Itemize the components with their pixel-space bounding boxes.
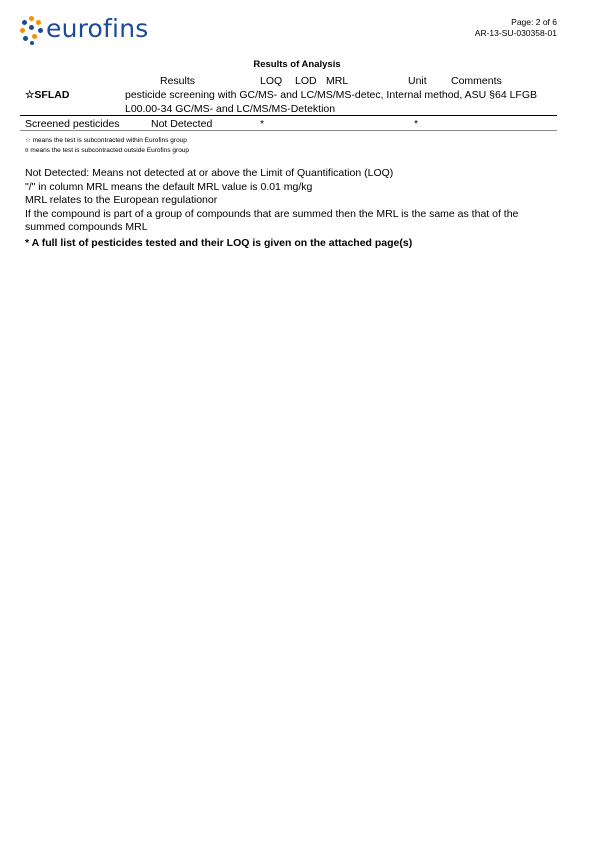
note-summed: If the compound is part of a group of compounds that are summed then the MRL is the same as that of the summed compounds MRL	[25, 207, 519, 233]
legend-within: ☆ means the test is subcontracted within Eurofins group	[25, 137, 187, 144]
col-lod: LOD	[295, 75, 317, 87]
method-line-2: L00.00-34 GC/MS- and LC/MS/MS-Detektion	[125, 103, 336, 115]
notes	[25, 167, 555, 250]
loq-value: *	[260, 118, 265, 130]
page-info	[475, 17, 557, 39]
result-value: Not Detected	[151, 118, 213, 130]
footnote-full-list: * A full list of pesticides tested and their LOQ is given on the attached page(s)	[25, 236, 413, 249]
page-title: Results of Analysis	[253, 59, 341, 70]
report-id: AR-13-SU-030358-01	[474, 28, 557, 38]
unit-value: *	[414, 118, 419, 130]
col-results: Results	[160, 75, 196, 87]
legend-outside: ¤ means the test is subcontracted outside Eurofins group	[25, 147, 190, 154]
logo-wordmark: eurofins	[46, 14, 149, 43]
method-line-1: pesticide screening with GC/MS- and LC/MS/MS-detec, Internal method, ASU §64 LFGB	[125, 89, 538, 101]
test-method	[125, 88, 545, 116]
col-unit: Unit	[408, 75, 427, 87]
col-loq: LOQ	[260, 75, 283, 87]
page-number: Page: 2 of 6	[511, 17, 557, 27]
note-default-mrl: "/" in column MRL means the default MRL value is 0.01 mg/kg	[25, 180, 313, 193]
note-not-detected: Not Detected: Means not detected at or above the Limit of Quantification (LOQ)	[25, 167, 394, 179]
col-comments: Comments	[451, 75, 502, 87]
logo-dots-icon	[20, 16, 44, 44]
table-top-rule	[20, 115, 557, 116]
parameter-name: Screened pesticides	[25, 118, 120, 130]
note-regulation: MRL relates to the European regulationor	[25, 194, 218, 206]
table-bottom-rule	[20, 130, 557, 131]
eurofins-logo	[20, 14, 150, 48]
col-mrl: MRL	[326, 75, 349, 87]
test-code: ☆SFLAD	[25, 89, 70, 101]
